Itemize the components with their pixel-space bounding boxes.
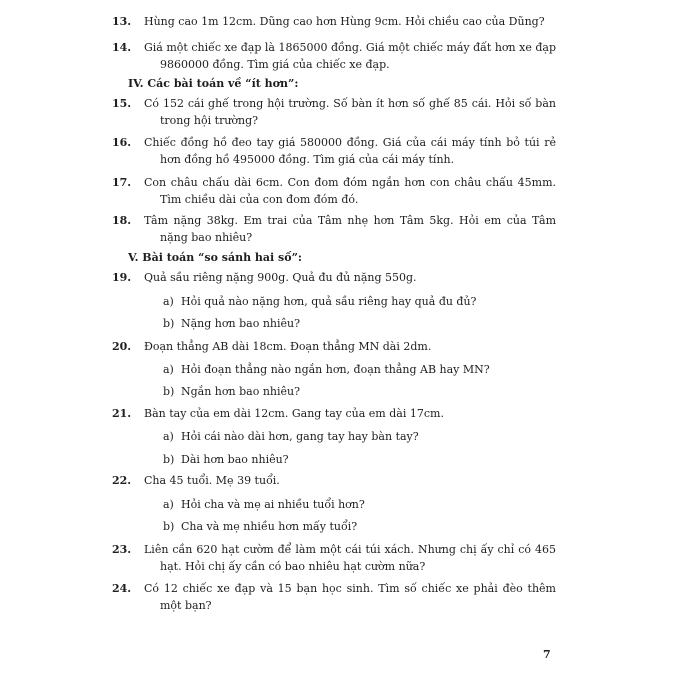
part-label: b) [163, 385, 175, 398]
problem-number: 16. [112, 136, 132, 149]
part-label: b) [163, 453, 175, 466]
problem-16 [112, 135, 556, 168]
part-text: Hỏi cái nào dài hơn, gang tay hay bàn tay? [181, 430, 419, 443]
problem-14 [112, 40, 556, 73]
problem-number: 15. [112, 97, 132, 110]
problem-number: 21. [112, 407, 132, 420]
problem-22-part-b [163, 519, 357, 535]
problem-21 [112, 406, 556, 423]
problem-text: Hùng cao 1m 12cm. Dũng cao hơn Hùng 9cm. Hỏi chiều cao của Dũng? [144, 15, 545, 28]
page-number: 7 [543, 648, 551, 661]
part-text: Ngắn hơn bao nhiêu? [181, 385, 300, 398]
problem-19-part-b [163, 316, 300, 332]
problem-text: Đoạn thẳng AB dài 18cm. Đoạn thẳng MN dài 2dm. [144, 340, 432, 353]
part-label: a) [163, 430, 174, 443]
problem-19-part-a [163, 294, 476, 310]
problem-text: Giá một chiếc xe đạp là 1865000 đồng. Giá một chiếc máy đất hơn xe đạp 9860000 đồng. Tìm giá của chiếc xe đạp. [144, 41, 556, 71]
problem-24 [112, 581, 556, 614]
problem-20-part-b [163, 384, 300, 400]
problem-22 [112, 473, 556, 490]
problem-22-part-a [163, 497, 365, 513]
part-text: Cha và mẹ nhiều hơn mấy tuổi? [181, 520, 358, 533]
problem-text: Chiếc đồng hồ đeo tay giá 580000 đồng. Giá của cái máy tính bỏ túi rẻ hơn đồng hồ 495000 đồng. Tìm giá của cái máy tính. [144, 136, 556, 166]
problem-text: Có 12 chiếc xe đạp và 15 bạn học sinh. Tìm số chiếc xe phải đèo thêm một bạn? [144, 582, 556, 612]
problem-17 [112, 175, 556, 208]
problem-19 [112, 270, 556, 287]
part-label: a) [163, 295, 174, 308]
part-text: Hỏi quả nào nặng hơn, quả sầu riêng hay quả đu đủ? [181, 295, 477, 308]
problem-21-part-a [163, 429, 419, 445]
problem-13 [112, 14, 556, 31]
problem-number: 18. [112, 214, 132, 227]
problem-text: Con châu chấu dài 6cm. Con đom đóm ngắn hơn con châu chấu 45mm. Tìm chiều dài của con đom đóm đó. [144, 176, 556, 206]
part-text: Hỏi đoạn thẳng nào ngắn hơn, đoạn thẳng AB hay MN? [181, 363, 490, 376]
problem-number: 22. [112, 474, 132, 487]
problem-text: Liên cần 620 hạt cườm để làm một cái túi xách. Nhưng chị ấy chỉ có 465 hạt. Hỏi chị ấy cần có bao nhiêu hạt cườm nữa? [144, 543, 556, 573]
part-text: Hỏi cha và mẹ ai nhiều tuổi hơn? [181, 498, 365, 511]
problem-21-part-b [163, 452, 289, 468]
problem-text: Tâm nặng 38kg. Em trai của Tâm nhẹ hơn Tâm 5kg. Hỏi em của Tâm nặng bao nhiêu? [144, 214, 556, 244]
problem-number: 23. [112, 543, 132, 556]
problem-text: Quả sầu riêng nặng 900g. Quả đu đủ nặng 550g. [144, 271, 417, 284]
problem-number: 14. [112, 41, 132, 54]
problem-number: 24. [112, 582, 132, 595]
part-label: a) [163, 498, 174, 511]
problem-20-part-a [163, 362, 490, 378]
part-label: a) [163, 363, 174, 376]
section-heading-iv: IV. Các bài toán về “ít hơn”: [128, 77, 299, 90]
problem-23 [112, 542, 556, 575]
problem-number: 17. [112, 176, 132, 189]
part-label: b) [163, 520, 175, 533]
problem-15 [112, 96, 556, 129]
problem-number: 19. [112, 271, 132, 284]
part-text: Dài hơn bao nhiêu? [181, 453, 289, 466]
part-text: Nặng hơn bao nhiêu? [181, 317, 300, 330]
problem-number: 13. [112, 15, 132, 28]
problem-text: Cha 45 tuổi. Mẹ 39 tuổi. [144, 474, 280, 487]
problem-text: Bàn tay của em dài 12cm. Gang tay của em dài 17cm. [144, 407, 444, 420]
problem-20 [112, 339, 556, 356]
part-label: b) [163, 317, 175, 330]
problem-number: 20. [112, 340, 132, 353]
problem-text: Có 152 cái ghế trong hội trường. Số bàn ít hơn số ghế 85 cái. Hỏi số bàn trong hội trường? [144, 97, 556, 127]
problem-18 [112, 213, 556, 246]
section-heading-v: V. Bài toán “so sánh hai số”: [128, 251, 302, 264]
